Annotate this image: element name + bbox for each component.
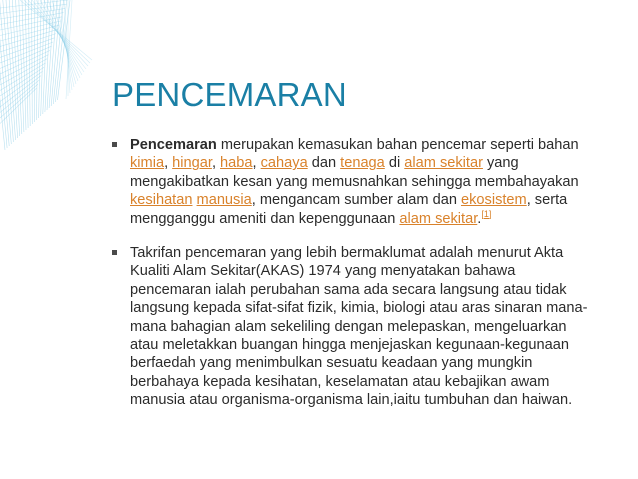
text-segment: merupakan kemasukan bahan pencemar seperti bahan — [216, 137, 579, 153]
decoration-line — [0, 38, 55, 58]
text-segment: , mengancam sumber alam dan — [251, 192, 461, 209]
decoration-line — [0, 0, 11, 144]
bullet-marker — [112, 142, 117, 147]
link-manusia[interactable]: manusia — [196, 192, 252, 209]
text-segment: , — [252, 155, 261, 172]
decoration-line — [0, 63, 46, 91]
slide-title: PENCEMARAN — [112, 76, 347, 113]
text-segment: . — [477, 210, 482, 227]
link-kesihatan[interactable]: kesihatan — [130, 192, 193, 209]
reference-link[interactable]: [1] — [481, 208, 492, 219]
link-alam-sekitar[interactable]: alam sekitar — [404, 155, 483, 172]
bullet-item-takrifan — [112, 244, 594, 410]
link-alam-sekitar-2[interactable]: alam sekitar — [399, 210, 478, 227]
link-kimia[interactable]: kimia — [130, 155, 165, 172]
decoration-line — [48, 0, 78, 81]
text-segment: , — [211, 155, 221, 172]
bullet-marker — [112, 250, 117, 255]
link-tenaga[interactable]: tenaga — [340, 155, 385, 172]
bullet-text: Takrifan pencemaran yang lebih bermaklumat adalah menurut Akta Kualiti Alam Sekitar(AKAS) 1974 yang menyatakan bahawa pencemaran ialah perubahan sama ada secara langsung atau tidak langsung kepada sifat-sifat fizik, kimia, biologi atau aras sinaran mana-mana bahagian alam sekeliling dengan melepaskan, mengeluarkan atau meletakkan buangan hingga menjejaskan kegunaan-kegunaan berfaedah yang menimbulkan sesuatu keadaan yang mungkin berbahaya kepada kesihatan, keselamatan atau kebajikan awam manusia atau organisma-organisma lain,iaitu tumbuhan dan haiwan. — [130, 245, 588, 409]
text-segment: , serta mengganggu ameniti dan kepenggunaan — [130, 192, 568, 227]
text-segment: dan — [307, 155, 341, 172]
link-ekosistem[interactable]: ekosistem — [461, 192, 527, 209]
decoration-line — [0, 0, 7, 148]
text-segment: yang mengakibatkan kesan yang memusnahkan sehingga membahayakan — [130, 155, 579, 190]
decoration-line — [19, 0, 24, 132]
text-segment: di — [384, 155, 405, 172]
decoration-line — [52, 0, 76, 84]
link-haba[interactable]: haba — [220, 155, 253, 172]
bullet-item-definition — [112, 136, 594, 228]
link-hingar[interactable]: hingar — [172, 155, 212, 172]
wireframe-decoration — [0, 0, 110, 479]
text-segment: , — [164, 155, 173, 172]
link-cahaya[interactable]: cahaya — [260, 155, 308, 172]
term-pencemaran: Pencemaran — [130, 137, 217, 153]
bullet-list — [112, 136, 594, 410]
